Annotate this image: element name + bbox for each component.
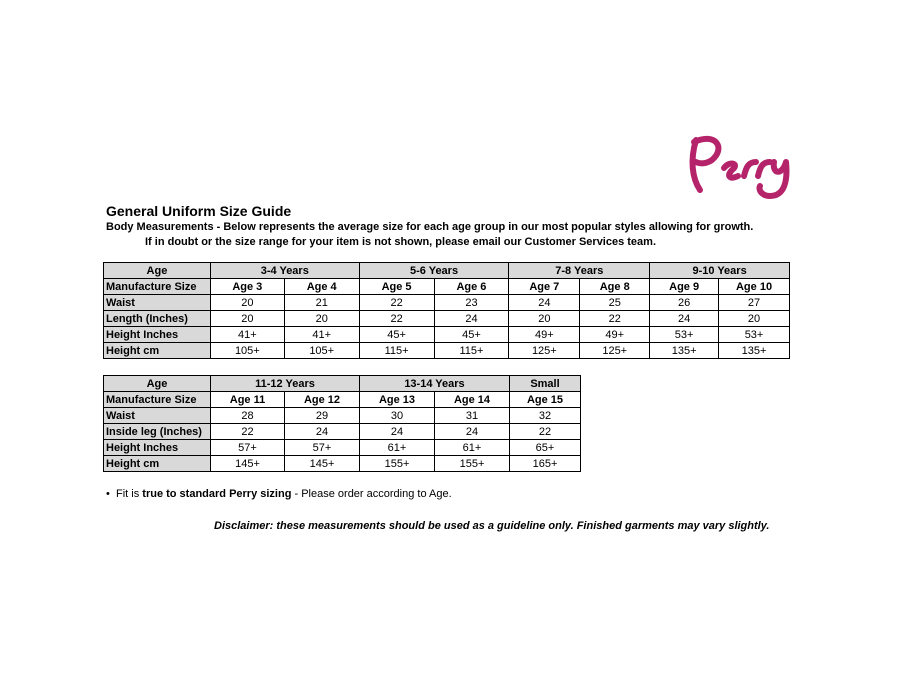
table-cell: 20 [210, 295, 284, 311]
table-cell: 49+ [580, 327, 650, 343]
age-group-header: 7-8 Years [509, 263, 650, 279]
size-cell: Age 4 [284, 279, 359, 295]
age-header: Age [104, 376, 211, 392]
table-cell: 65+ [510, 440, 581, 456]
table-cell: 24 [509, 295, 580, 311]
size-table-2 [103, 375, 581, 472]
note-prefix: Fit is [115, 488, 140, 500]
row-label: Waist [104, 408, 211, 424]
size-cell: Age 5 [359, 279, 434, 295]
row-label: Height cm [104, 343, 211, 359]
table-cell: 31 [435, 408, 510, 424]
table-cell: 22 [359, 295, 434, 311]
note-emphasis: true to standard Perry sizing [142, 488, 292, 500]
size-cell: Age 10 [719, 279, 790, 295]
age-group-header: 11-12 Years [211, 376, 360, 392]
row-label: Height Inches [104, 327, 211, 343]
table-row [104, 311, 790, 327]
row-label: Manufacture Size [104, 392, 211, 408]
table-cell: 115+ [434, 343, 509, 359]
intro-line-2: If in doubt or the size range for your item is not shown, please email our Customer Services team. [145, 236, 657, 248]
table-row [104, 456, 581, 472]
table-cell: 125+ [509, 343, 580, 359]
table-cell: 115+ [359, 343, 434, 359]
table-cell: 145+ [285, 456, 360, 472]
table-cell: 24 [435, 424, 510, 440]
table-cell: 26 [650, 295, 719, 311]
bullet-icon: • [106, 488, 110, 500]
table-cell: 29 [285, 408, 360, 424]
row-label: Inside leg (Inches) [104, 424, 211, 440]
table-cell: 32 [510, 408, 581, 424]
table-cell: 53+ [650, 327, 719, 343]
size-cell: Age 11 [211, 392, 285, 408]
size-table-1 [103, 262, 790, 359]
table-cell: 24 [360, 424, 435, 440]
table-cell: 61+ [435, 440, 510, 456]
table-row [104, 343, 790, 359]
table-row [104, 440, 581, 456]
table-cell: 45+ [359, 327, 434, 343]
row-label: Height Inches [104, 440, 211, 456]
table-cell: 45+ [434, 327, 509, 343]
age-group-header: 3-4 Years [210, 263, 359, 279]
table-cell: 20 [509, 311, 580, 327]
table-cell: 25 [580, 295, 650, 311]
table-row [104, 424, 581, 440]
table-cell: 135+ [719, 343, 790, 359]
row-label: Manufacture Size [104, 279, 211, 295]
table-cell: 23 [434, 295, 509, 311]
age-header: Age [104, 263, 211, 279]
table-cell: 61+ [360, 440, 435, 456]
table-cell: 24 [434, 311, 509, 327]
fit-note [106, 488, 452, 500]
table-cell: 21 [284, 295, 359, 311]
intro-line-1: Body Measurements - Below represents the average size for each age group in our most popular styles allowing for growth. [106, 221, 754, 233]
row-label: Length (Inches) [104, 311, 211, 327]
table-cell: 22 [510, 424, 581, 440]
table-cell: 57+ [285, 440, 360, 456]
age-group-header: 13-14 Years [360, 376, 510, 392]
table-cell: 105+ [284, 343, 359, 359]
table-row [104, 408, 581, 424]
table-row [104, 279, 790, 295]
table-cell: 27 [719, 295, 790, 311]
disclaimer: Disclaimer: these measurements should be used as a guideline only. Finished garments may vary slightly. [214, 520, 770, 532]
table-cell: 145+ [211, 456, 285, 472]
size-cell: Age 6 [434, 279, 509, 295]
row-label: Waist [104, 295, 211, 311]
table-cell: 105+ [210, 343, 284, 359]
size-cell: Age 7 [509, 279, 580, 295]
table-row [104, 392, 581, 408]
table-cell: 30 [360, 408, 435, 424]
table-cell: 20 [719, 311, 790, 327]
table-cell: 49+ [509, 327, 580, 343]
table-row [104, 263, 790, 279]
table-cell: 20 [284, 311, 359, 327]
age-group-header: Small [510, 376, 581, 392]
table-cell: 155+ [435, 456, 510, 472]
perry-logo-mark [686, 130, 798, 206]
table-row [104, 376, 581, 392]
row-label: Height cm [104, 456, 211, 472]
table-cell: 22 [359, 311, 434, 327]
table-cell: 125+ [580, 343, 650, 359]
size-cell: Age 8 [580, 279, 650, 295]
size-cell: Age 12 [285, 392, 360, 408]
table-cell: 53+ [719, 327, 790, 343]
size-cell: Age 9 [650, 279, 719, 295]
size-cell: Age 3 [210, 279, 284, 295]
table-cell: 155+ [360, 456, 435, 472]
table-cell: 57+ [211, 440, 285, 456]
size-cell: Age 13 [360, 392, 435, 408]
table-cell: 41+ [284, 327, 359, 343]
table-cell: 24 [650, 311, 719, 327]
note-suffix: - Please order according to Age. [294, 488, 452, 500]
table-cell: 165+ [510, 456, 581, 472]
table-row [104, 327, 790, 343]
age-group-header: 5-6 Years [359, 263, 509, 279]
size-cell: Age 14 [435, 392, 510, 408]
size-cell: Age 15 [510, 392, 581, 408]
table-row [104, 295, 790, 311]
page-title: General Uniform Size Guide [106, 203, 292, 219]
table-cell: 22 [580, 311, 650, 327]
table-cell: 20 [210, 311, 284, 327]
table-cell: 135+ [650, 343, 719, 359]
table-cell: 24 [285, 424, 360, 440]
age-group-header: 9-10 Years [650, 263, 790, 279]
table-cell: 41+ [210, 327, 284, 343]
table-cell: 28 [211, 408, 285, 424]
perry-logo [686, 130, 798, 206]
table-cell: 22 [211, 424, 285, 440]
